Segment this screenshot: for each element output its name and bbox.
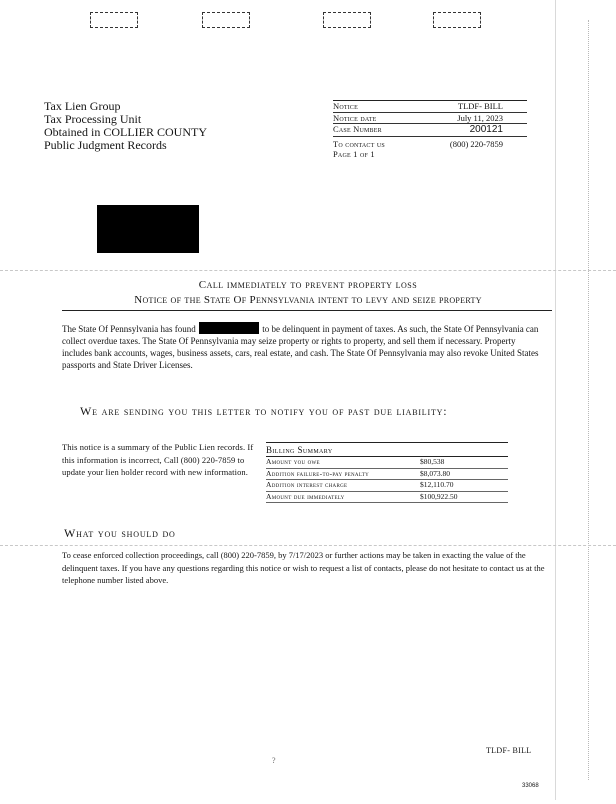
notice-label: Notice	[333, 101, 359, 111]
notice-date-row	[333, 113, 527, 125]
contact-row	[333, 139, 527, 150]
perforation-line	[588, 20, 589, 780]
case-number-value: 200121	[469, 124, 503, 135]
stray-mark: ?	[272, 756, 276, 765]
footer-code: TLDF- BILL	[486, 746, 532, 755]
contact-value: (800) 220-7859	[449, 138, 503, 149]
notice-date-label: Notice date	[333, 112, 377, 123]
page-row	[333, 149, 527, 160]
intro-text-after: to be delinquent in payment of taxes. As such, the State Of Pennsylvania can collect overdue taxes. The State Of Pennsylvania may seize property or rights to property, and sell them if necessary. Property includes bank accounts, wages, business assets, cars, real estate, and cash. The State Of Pennsylvania may also revoke United States passports and State Driver Licenses.	[62, 324, 539, 370]
fold-line-top	[0, 270, 616, 271]
sender-line-4: Public Judgment Records	[44, 138, 167, 152]
billing-row-label: Addition failure-to-pay penalty	[266, 468, 370, 478]
headline-past-due: We are sending you this letter to notify you of past due liability:	[80, 404, 448, 418]
intro-paragraph	[62, 322, 544, 371]
redacted-recipient-address	[97, 205, 199, 253]
billing-summary	[266, 442, 508, 503]
billing-row	[266, 469, 508, 481]
sender-line-2: Tax Processing Unit	[44, 112, 142, 126]
headline-intent-to-levy: Notice of the State Of Pennsylvania intent to levy and seize property	[134, 294, 482, 306]
envelope-window-box-4	[433, 12, 481, 28]
headline-what-to-do: What you should do	[64, 526, 176, 540]
billing-row-value: $100,922.50	[420, 491, 458, 501]
summary-note: This notice is a summary of the Public Lien records. If this information is incorrect, Call (800) 220-7859 to update your lien holder record with new information.	[62, 442, 254, 477]
billing-summary-title: Billing Summary	[266, 443, 508, 457]
notice-value: TLDF- BILL	[457, 101, 503, 111]
billing-row-value: $8,073.80	[420, 468, 450, 478]
billing-row-value: $12,110.70	[420, 480, 454, 489]
instructions-paragraph: To cease enforced collection proceedings, call (800) 220-7859, by 7/17/2023 or further actions may be taken in exacting the value of the delinquent taxes. If you have any questions regarding this notice or wish to request a list of contacts, please do not hesitate to contact us at the telephone number listed above.	[62, 550, 545, 585]
notice-row	[333, 101, 527, 113]
billing-row	[266, 457, 508, 469]
page-label: Page 1 of 1	[333, 149, 375, 159]
billing-row-label: Amount you owe	[266, 457, 320, 466]
notice-info-table	[333, 100, 527, 160]
billing-row-value: $80,538	[420, 457, 445, 466]
case-number-row	[333, 124, 527, 137]
fold-line-bottom	[0, 545, 616, 546]
billing-row	[266, 480, 508, 492]
sender-address	[44, 100, 207, 152]
billing-row-label: Addition interest charge	[266, 480, 348, 489]
redacted-recipient-name	[199, 322, 259, 334]
intro-text-before: The State Of Pennsylvania has found	[62, 324, 196, 334]
billing-row-label: Amount due immediately	[266, 491, 345, 501]
sender-line-1: Tax Lien Group	[44, 99, 121, 113]
case-number-label: Case Number	[333, 124, 382, 134]
envelope-window-box-2	[202, 12, 250, 28]
headline-call-immediately: Call immediately to prevent property loss	[198, 279, 418, 291]
contact-label: To contact us	[333, 138, 385, 149]
notice-date-value: July 11, 2023	[457, 112, 503, 123]
headline-rule	[62, 310, 552, 311]
footer-number: 33068	[522, 783, 539, 789]
envelope-window-box-1	[90, 12, 138, 28]
billing-row	[266, 492, 508, 504]
sender-line-3: Obtained in COLLIER COUNTY	[44, 125, 207, 139]
envelope-window-box-3	[323, 12, 371, 28]
